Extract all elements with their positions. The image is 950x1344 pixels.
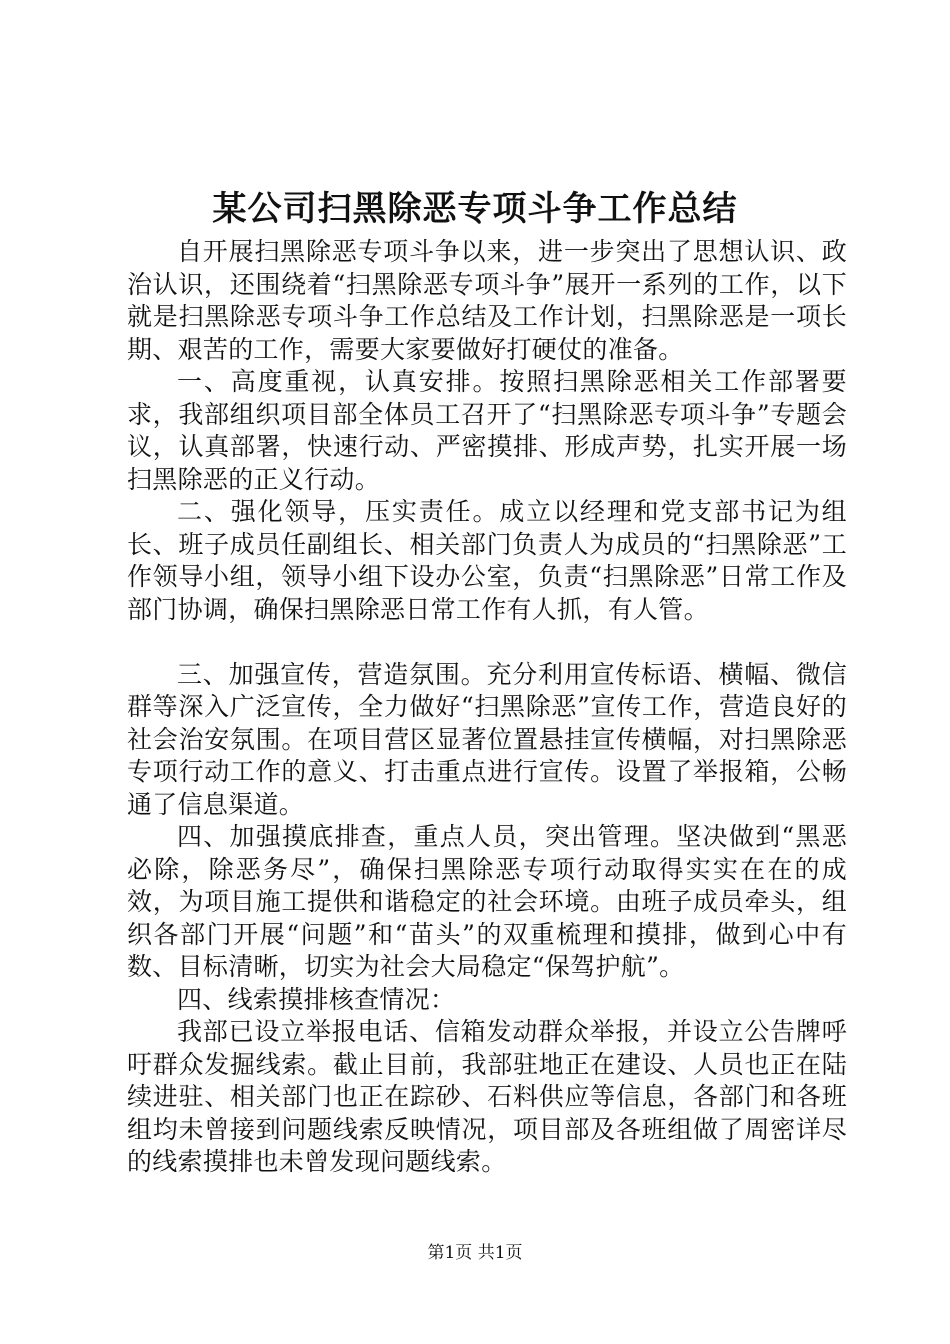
paragraph-section-heading: 四、线索摸排核查情况： [177, 984, 456, 1014]
paragraph-section-1: 一、高度重视，认真安排。按照扫黑除恶相关工作部署要求，我部组织项目部全体员工召开了“扫黑除恶专项斗争”专题会议，认真部署，快速行动、严密摸排、形成声势，扎实开展一场扫黑除恶的正义行动。 [127, 367, 847, 494]
paragraph-clues: 我部已设立举报电话、信箱发动群众举报，并设立公告牌呼吁群众发掘线索。截止目前，我部驻地正在建设、人员也正在陆续进驻、相关部门也正在踪砂、石料供应等信息，各部门和各班组均未曾接到问题线索反映情况，项目部及各班组做了周密详尽的线索摸排也未曾发现问题线索。 [127, 1017, 847, 1176]
paragraph-section-2: 二、强化领导，压实责任。成立以经理和党支部书记为组长、班子成员任副组长、相关部门负责人为成员的“扫黑除恶”工作领导小组，领导小组下设办公室，负责“扫黑除恶”日常工作及部门协调，确保扫黑除恶日常工作有人抓，有人管。 [127, 497, 847, 624]
document-body [127, 236, 847, 1179]
paragraph-section-3: 三、加强宣传，营造氛围。充分利用宣传标语、横幅、微信群等深入广泛宣传，全力做好“扫黑除恶”宣传工作，营造良好的社会治安氛围。在项目营区显著位置悬挂宣传横幅，对扫黑除恶专项行动工作的意义、打击重点进行宣传。设置了举报箱，公畅通了信息渠道。 [127, 659, 847, 819]
paragraph-section-4: 四、加强摸底排查，重点人员，突出管理。坚决做到“黑恶必除，除恶务尽”，确保扫黑除恶专项行动取得实实在在的成效，为项目施工提供和谐稳定的社会环境。由班子成员牵头，组织各部门开展“问题”和“苗头”的双重梳理和摸排，做到心中有数、目标清晰，切实为社会大局稳定“保驾护航”。 [127, 822, 847, 981]
document-title: 某公司扫黑除恶专项斗争工作总结 [212, 189, 738, 229]
page-footer: 第1页 共1页 [427, 1243, 523, 1263]
paragraph-intro: 自开展扫黑除恶专项斗争以来，进一步突出了思想认识、政治认识，还围绕着“扫黑除恶专项斗争”展开一系列的工作，以下就是扫黑除恶专项斗争工作总结及工作计划，扫黑除恶是一项长期、艰苦的工作，需要大家要做好打硬仗的准备。 [127, 237, 847, 364]
